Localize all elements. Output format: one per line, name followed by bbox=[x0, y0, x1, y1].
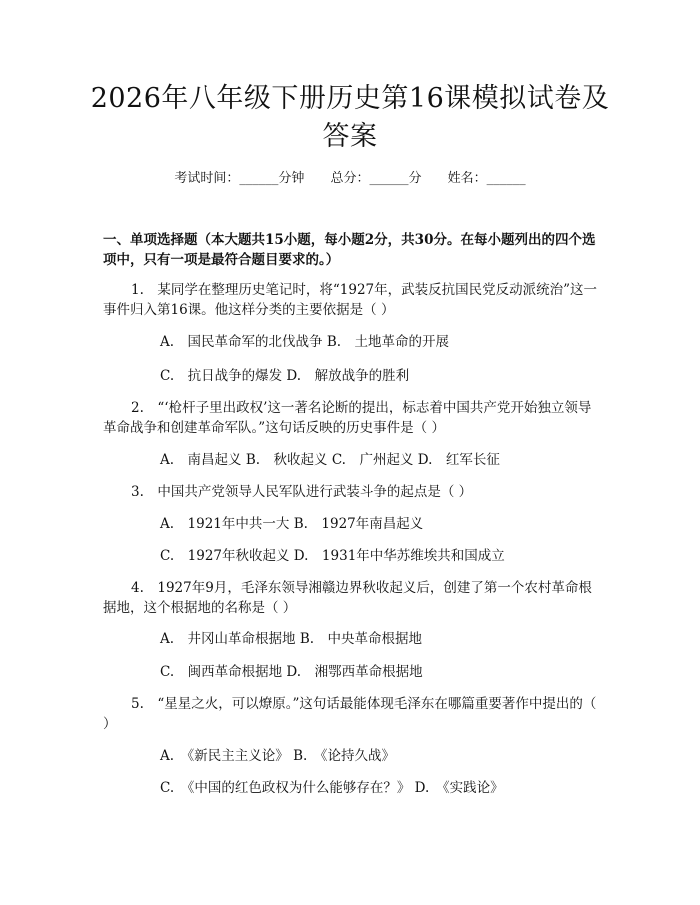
question-5-options-row-2: C. 《中国的红色政权为什么能够存在？》 D. 《实践论》 bbox=[160, 780, 504, 796]
question-5-stem: 5. “星星之火，可以燎原。”这句话最能体现毛泽东在哪篇重要著作中提出的（ ） bbox=[103, 696, 597, 732]
exam-info-line bbox=[0, 170, 700, 188]
total-score-field: 总分：______分 bbox=[330, 171, 422, 186]
question-4-stem: 4. 1927年9月，毛泽东领导湘赣边界秋收起义后，创建了第一个农村革命根据地，这个根据地的名称是（ ） bbox=[103, 580, 592, 616]
question-4-options-row-1: A. 井冈山革命根据地 B. 中央革命根据地 bbox=[160, 631, 423, 647]
question-2-stem: 2. “‘枪杆子里出政权’这一著名论断的提出，标志着中国共产党开始独立领导革命战争和创建革命军队。”这句话反映的历史事件是（ ） bbox=[103, 400, 592, 436]
question-3-options-row-1: A. 1921年中共一大 B. 1927年南昌起义 bbox=[160, 516, 424, 532]
page-title: 2026年八年级下册历史第16课模拟试卷及答案 bbox=[90, 83, 610, 152]
question-3-stem: 3. 中国共产党领导人民军队进行武装斗争的起点是（ ） bbox=[131, 484, 473, 500]
question-1-stem: 1. 某同学在整理历史笔记时，将“1927年，武装反抗国民党反动派统治”这一事件归入第16课。他这样分类的主要依据是（ ） bbox=[103, 282, 598, 318]
question-5-options-row-1: A. 《新民主主义论》 B. 《论持久战》 bbox=[160, 748, 396, 764]
question-4-options-row-2: C. 闽西革命根据地 D. 湘鄂西革命根据地 bbox=[160, 664, 423, 680]
student-name-field: 姓名：______ bbox=[447, 171, 526, 186]
question-1-options-row-1: A. 国民革命军的北伐战争 B. 土地革命的开展 bbox=[160, 334, 450, 350]
question-3-options-row-2: C. 1927年秋收起义 D. 1931年中华苏维埃共和国成立 bbox=[160, 548, 505, 564]
question-1-options-row-2: C. 抗日战争的爆发 D. 解放战争的胜利 bbox=[160, 368, 410, 384]
question-2-options-row-1: A. 南昌起义 B. 秋收起义 C. 广州起义 D. 红军长征 bbox=[160, 452, 500, 468]
section-heading: 一、单项选择题（本大题共15小题，每小题2分，共30分。在每小题列出的四个选项中，只有一项是最符合题目要求的。） bbox=[103, 232, 596, 268]
exam-time-field: 考试时间：______分钟 bbox=[174, 171, 305, 186]
